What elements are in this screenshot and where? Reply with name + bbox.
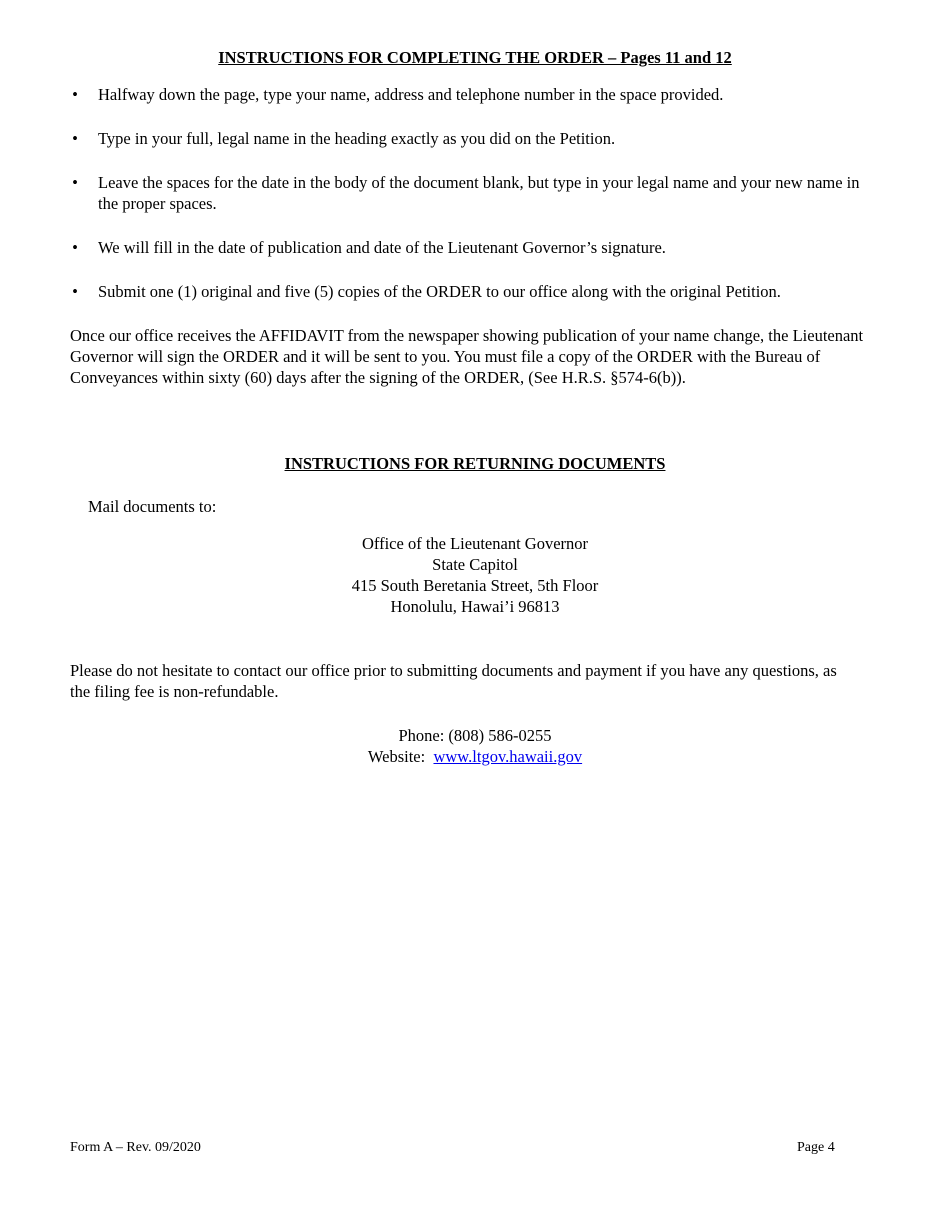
returning-documents-heading: INSTRUCTIONS FOR RETURNING DOCUMENTS	[284, 454, 666, 473]
list-item	[70, 281, 880, 302]
address-line: 415 South Beretania Street, 5th Floor	[351, 576, 599, 595]
order-affidavit-paragraph: Once our office receives the AFFIDAVIT from the newspaper showing publication of your name change, the Lieutenant Governor will sign the ORDER and it will be sent to you. You must file a copy of the ORDER with the Bureau of Conveyances within sixty (60) days after the signing of the ORDER, (See H.R.S. §574-6(b)).	[70, 326, 864, 387]
website-link[interactable]: www.ltgov.hawaii.gov	[433, 747, 583, 766]
contact-paragraph: Please do not hesitate to contact our office prior to submitting documents and payment if you have any questions, as the filing fee is non-refundable.	[70, 661, 837, 701]
list-item-text: Submit one (1) original and five (5) copies of the ORDER to our office along with the original Petition.	[98, 282, 781, 301]
mail-label: Mail documents to:	[88, 497, 217, 516]
contact-info	[0, 725, 950, 767]
list-item-text: Type in your full, legal name in the heading exactly as you did on the Petition.	[98, 129, 616, 148]
phone-number: Phone: (808) 586-0255	[398, 726, 552, 745]
list-item-text: We will fill in the date of publication and date of the Lieutenant Governor’s signature.	[98, 238, 666, 257]
website-label: Website:	[367, 747, 426, 766]
order-instructions-list	[70, 84, 880, 325]
bullet-icon: •	[72, 85, 78, 104]
page-number: Page 4	[797, 1140, 835, 1155]
bullet-icon: •	[72, 129, 78, 148]
list-item-text: Halfway down the page, type your name, address and telephone number in the space provided.	[98, 85, 724, 104]
address-line: State Capitol	[432, 555, 518, 574]
list-item	[70, 237, 880, 258]
address-line: Honolulu, Hawai’i 96813	[390, 597, 560, 616]
list-item-text: Leave the spaces for the date in the body of the document blank, but type in your legal name and your new name in the proper spaces.	[98, 173, 860, 213]
bullet-icon: •	[72, 282, 78, 301]
list-item	[70, 84, 880, 105]
website-line	[0, 746, 950, 767]
mailing-address	[0, 533, 950, 617]
address-line: Office of the Lieutenant Governor	[361, 534, 589, 553]
bullet-icon: •	[72, 173, 78, 192]
list-item	[70, 172, 880, 214]
form-id: Form A – Rev. 09/2020	[70, 1140, 201, 1155]
list-item	[70, 128, 880, 149]
order-instructions-heading: INSTRUCTIONS FOR COMPLETING THE ORDER – Pages 11 and 12	[218, 48, 732, 67]
bullet-icon: •	[72, 238, 78, 257]
